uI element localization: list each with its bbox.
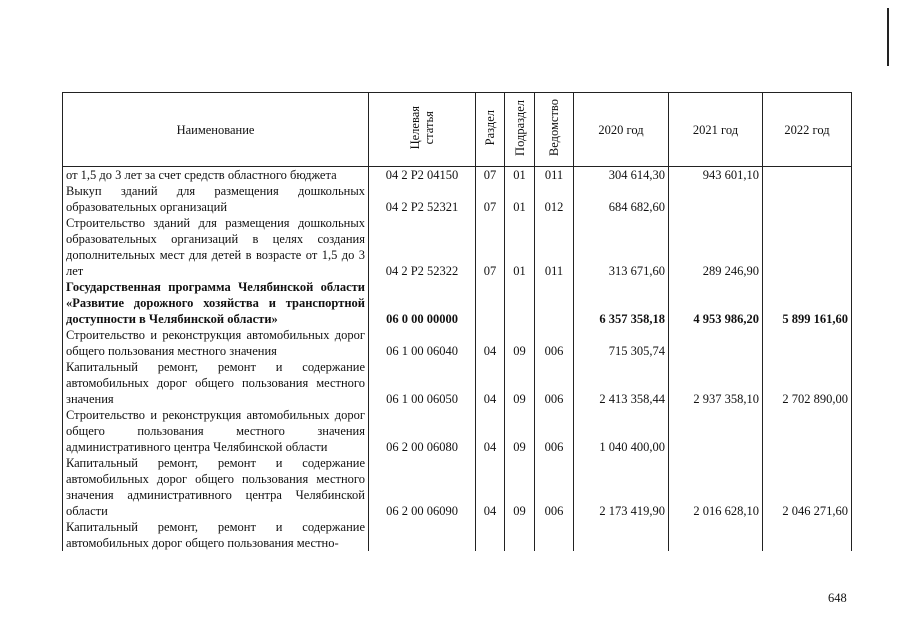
header-department: Ведомство bbox=[535, 93, 574, 167]
row-target-article: 04 2 P2 52322 bbox=[369, 215, 476, 279]
table-row bbox=[63, 359, 852, 407]
row-amount-2020: 2 173 419,90 bbox=[574, 455, 669, 519]
row-section: 07 bbox=[476, 183, 505, 215]
row-target-article: 06 2 00 06090 bbox=[369, 455, 476, 519]
row-amount-2022 bbox=[763, 407, 852, 455]
row-name: Строительство и реконструкция автомобильных дорог общего пользования местного значения bbox=[63, 327, 369, 359]
row-name: Государственная программа Челябинской области «Развитие дорожного хозяйства и транспортной доступности в Челябинской области» bbox=[63, 279, 369, 327]
row-section bbox=[476, 519, 505, 551]
row-amount-2022: 2 046 271,60 bbox=[763, 455, 852, 519]
row-name: Капитальный ремонт, ремонт и содержание автомобильных дорог общего пользования местно- bbox=[63, 519, 369, 551]
row-target-article: 04 2 P2 04150 bbox=[369, 167, 476, 184]
row-amount-2020: 6 357 358,18 bbox=[574, 279, 669, 327]
row-subsection: 01 bbox=[505, 215, 535, 279]
header-2020: 2020 год bbox=[574, 93, 669, 167]
row-target-article: 06 1 00 06040 bbox=[369, 327, 476, 359]
row-amount-2021: 2 016 628,10 bbox=[669, 455, 763, 519]
row-name: Строительство зданий для размещения дошкольных образовательных организаций в целях создания дополнительных мест для детей в возрасте от 1,5 до 3 лет bbox=[63, 215, 369, 279]
table-row bbox=[63, 167, 852, 184]
row-subsection: 09 bbox=[505, 359, 535, 407]
row-name: Выкуп зданий для размещения дошкольных образовательных организаций bbox=[63, 183, 369, 215]
row-amount-2020 bbox=[574, 519, 669, 551]
row-amount-2022: 2 702 890,00 bbox=[763, 359, 852, 407]
header-name: Наименование bbox=[63, 93, 369, 167]
row-amount-2020: 715 305,74 bbox=[574, 327, 669, 359]
table-header-row bbox=[63, 93, 852, 167]
row-name: Капитальный ремонт, ремонт и содержание автомобильных дорог общего пользования местного значения административного центра Челябинской области bbox=[63, 455, 369, 519]
margin-mark bbox=[887, 8, 889, 66]
row-department: 012 bbox=[535, 183, 574, 215]
row-section: 04 bbox=[476, 407, 505, 455]
row-department bbox=[535, 279, 574, 327]
row-subsection: 01 bbox=[505, 183, 535, 215]
row-section: 04 bbox=[476, 327, 505, 359]
row-name: от 1,5 до 3 лет за счет средств областного бюджета bbox=[63, 167, 369, 184]
table-row bbox=[63, 183, 852, 215]
row-amount-2022 bbox=[763, 519, 852, 551]
row-target-article bbox=[369, 519, 476, 551]
row-amount-2021 bbox=[669, 327, 763, 359]
table-row bbox=[63, 519, 852, 551]
row-amount-2021: 289 246,90 bbox=[669, 215, 763, 279]
header-2021: 2021 год bbox=[669, 93, 763, 167]
row-amount-2021 bbox=[669, 183, 763, 215]
row-section: 04 bbox=[476, 455, 505, 519]
header-subsection: Подраздел bbox=[505, 93, 535, 167]
row-amount-2021: 2 937 358,10 bbox=[669, 359, 763, 407]
row-section: 07 bbox=[476, 215, 505, 279]
row-amount-2022 bbox=[763, 327, 852, 359]
row-amount-2022 bbox=[763, 183, 852, 215]
row-amount-2021: 4 953 986,20 bbox=[669, 279, 763, 327]
row-amount-2020: 1 040 400,00 bbox=[574, 407, 669, 455]
row-section: 04 bbox=[476, 359, 505, 407]
row-amount-2021: 943 601,10 bbox=[669, 167, 763, 184]
row-subsection: 09 bbox=[505, 455, 535, 519]
row-amount-2021 bbox=[669, 519, 763, 551]
row-subsection: 09 bbox=[505, 327, 535, 359]
row-department: 006 bbox=[535, 327, 574, 359]
page-number: 648 bbox=[828, 591, 847, 605]
row-department: 006 bbox=[535, 455, 574, 519]
header-section: Раздел bbox=[476, 93, 505, 167]
table-row bbox=[63, 455, 852, 519]
table-row bbox=[63, 327, 852, 359]
row-amount-2021 bbox=[669, 407, 763, 455]
row-name: Строительство и реконструкция автомобильных дорог общего пользования местного значения административного центра Челябинской области bbox=[63, 407, 369, 455]
row-department bbox=[535, 519, 574, 551]
row-subsection: 01 bbox=[505, 167, 535, 184]
row-section bbox=[476, 279, 505, 327]
header-target-article: Целевая статья bbox=[369, 93, 476, 167]
table-row bbox=[63, 215, 852, 279]
budget-table bbox=[62, 92, 852, 551]
row-amount-2020: 684 682,60 bbox=[574, 183, 669, 215]
row-target-article: 06 0 00 00000 bbox=[369, 279, 476, 327]
row-amount-2022 bbox=[763, 215, 852, 279]
row-department: 011 bbox=[535, 215, 574, 279]
row-amount-2022 bbox=[763, 167, 852, 184]
row-target-article: 06 2 00 06080 bbox=[369, 407, 476, 455]
row-amount-2020: 313 671,60 bbox=[574, 215, 669, 279]
row-amount-2020: 304 614,30 bbox=[574, 167, 669, 184]
row-department: 011 bbox=[535, 167, 574, 184]
table-row bbox=[63, 279, 852, 327]
table-row bbox=[63, 407, 852, 455]
row-amount-2022: 5 899 161,60 bbox=[763, 279, 852, 327]
row-department: 006 bbox=[535, 407, 574, 455]
row-subsection bbox=[505, 519, 535, 551]
row-subsection: 09 bbox=[505, 407, 535, 455]
row-department: 006 bbox=[535, 359, 574, 407]
row-target-article: 04 2 P2 52321 bbox=[369, 183, 476, 215]
row-target-article: 06 1 00 06050 bbox=[369, 359, 476, 407]
row-name: Капитальный ремонт, ремонт и содержание автомобильных дорог общего пользования местного значения bbox=[63, 359, 369, 407]
row-subsection bbox=[505, 279, 535, 327]
row-section: 07 bbox=[476, 167, 505, 184]
row-amount-2020: 2 413 358,44 bbox=[574, 359, 669, 407]
header-2022: 2022 год bbox=[763, 93, 852, 167]
